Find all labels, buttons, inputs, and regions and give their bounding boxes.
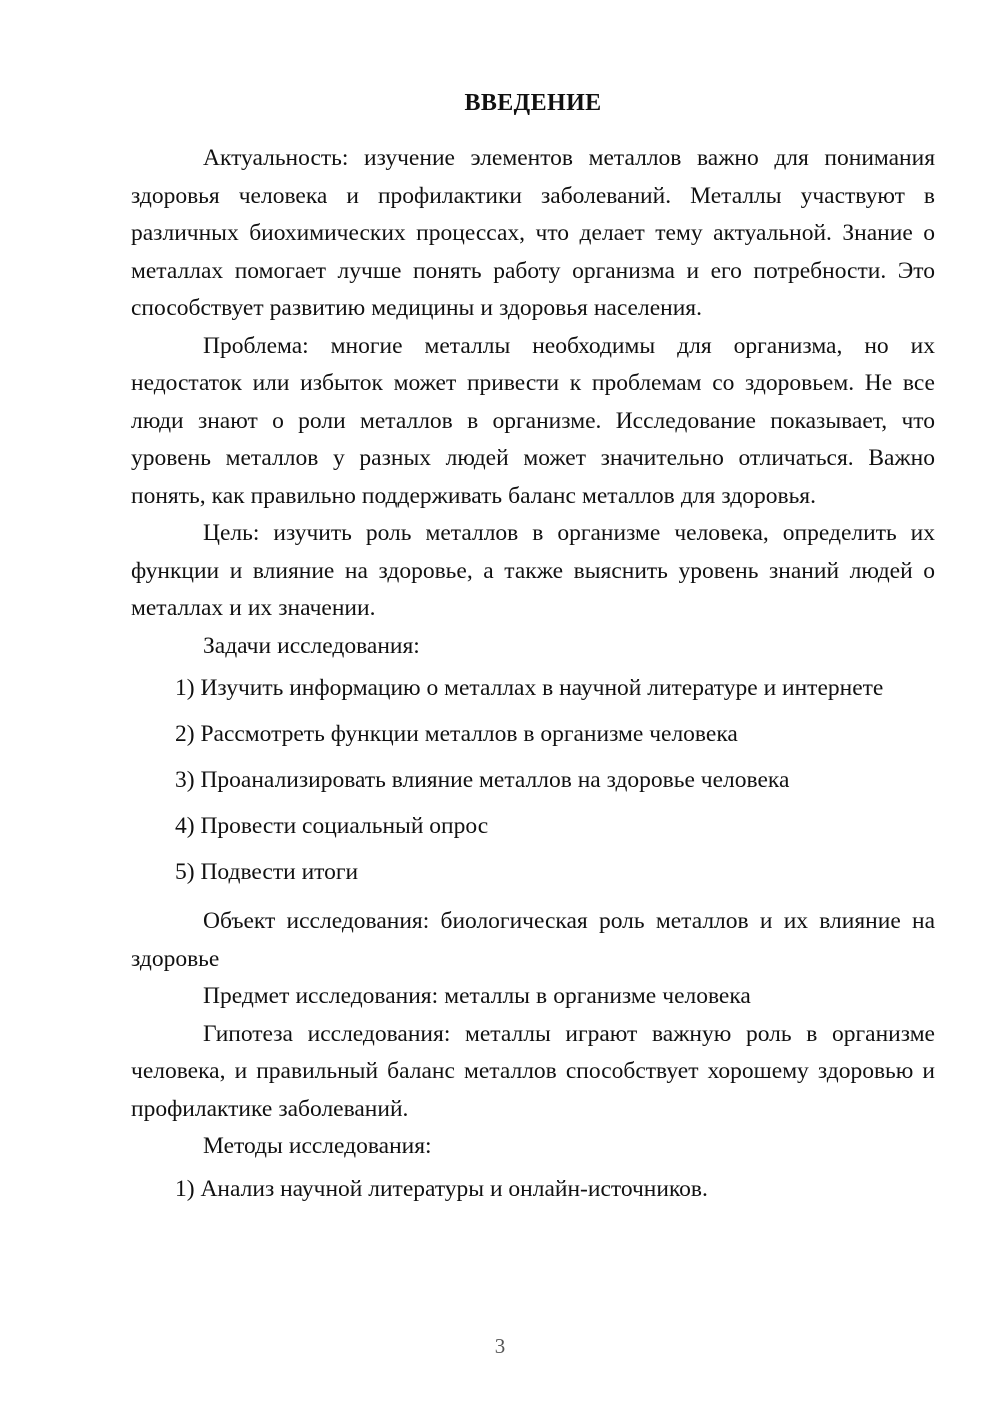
paragraph-relevance: Актуальность: изучение элементов металлов важно для понимания здоровья человека и профилактики заболеваний. Металлы участвуют в различных биохимических процессах, что делает тему актуальной. Знание о металлах помогает лучше понять работу организма и его потребности. Это способствует развитию медицины и здоровья населения. [131,145,935,321]
list-item: 5) Подвести итоги [175,859,359,885]
heading-methods: Методы исследования: [203,1133,432,1159]
paragraph-object: Объект исследования: биологическая роль металлов и их влияние на здоровье [131,908,935,972]
spacer [131,895,935,903]
tasks-list [131,665,935,895]
page-number: 3 [494,1334,506,1358]
paragraph-problem: Проблема: многие металлы необходимы для организма, но их недостаток или избыток может привести к проблемам со здоровьем. Не все люди знают о роли металлов в организме. Исследование показывает, что уровень металлов у разных людей может значительно отличаться. Важно понять, как правильно поддерживать баланс металлов для здоровья. [131,332,935,509]
page-content [131,88,935,1212]
list-item: 2) Рассмотреть функции металлов в организме человека [175,721,738,747]
paragraph-subject: Предмет исследования: металлы в организме человека [203,983,751,1009]
methods-list [131,1166,935,1212]
list-item: 1) Анализ научной литературы и онлайн-источников. [175,1175,708,1202]
paragraph-hypothesis: Гипотеза исследования: металлы играют важную роль в организме человека, и правильный баланс металлов способствует хорошему здоровью и профилактике заболеваний. [131,1020,935,1122]
list-item: 4) Провести социальный опрос [175,813,489,839]
list-item: 3) Проанализировать влияние металлов на здоровье человека [175,767,790,793]
paragraph-goal: Цель: изучить роль металлов в организме человека, определить их функции и влияние на здоровье, а также выяснить уровень знаний людей о металлах и их значении. [131,520,935,621]
heading-tasks: Задачи исследования: [203,632,420,659]
page-title: ВВЕДЕНИЕ [464,90,602,116]
list-item: 1) Изучить информацию о металлах в научной литературе и интернете [175,675,884,701]
